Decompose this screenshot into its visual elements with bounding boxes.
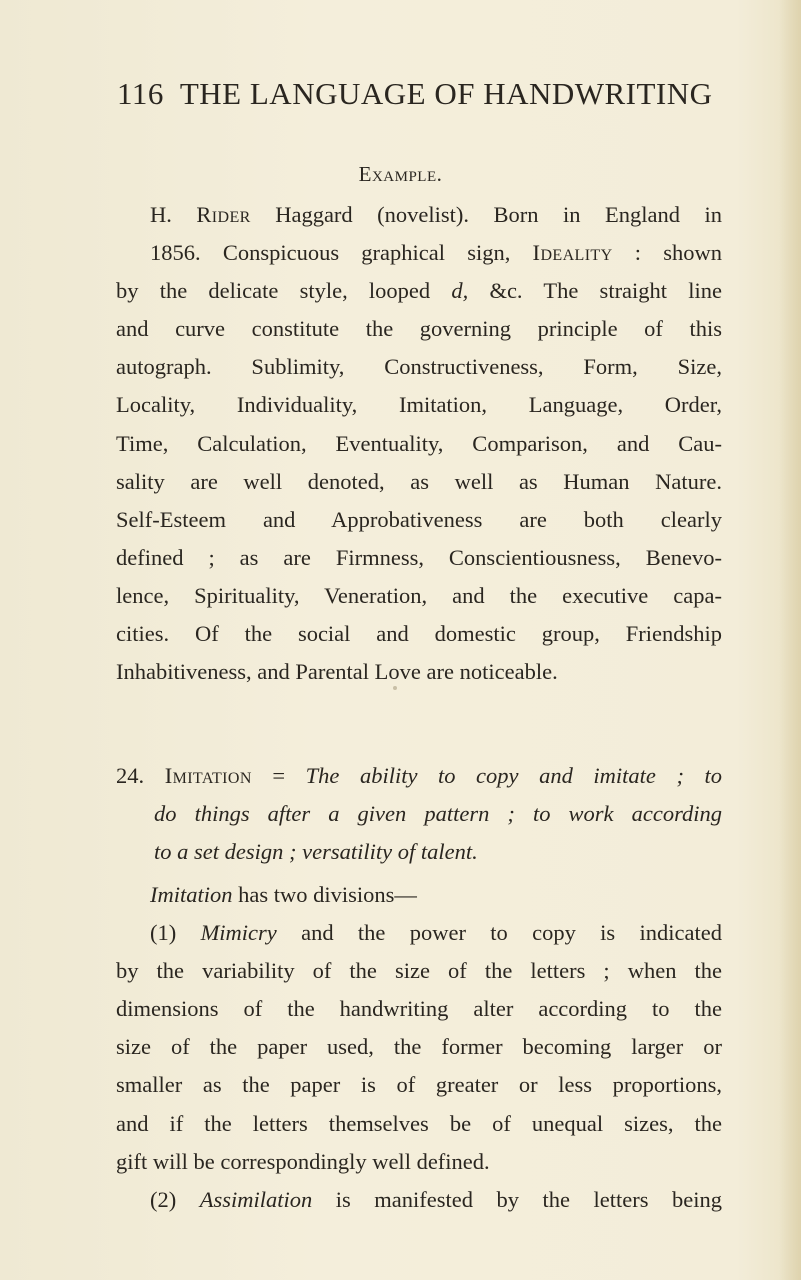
italic-text: d, (451, 278, 469, 304)
text-line (116, 463, 722, 501)
text-run: and the power to copy is indicated (276, 920, 722, 946)
small-caps-text: Rider (196, 202, 251, 227)
text-run: sality are well denoted, as well as Human Nature. (116, 468, 722, 494)
text-line (116, 990, 722, 1028)
text-run: Inhabitiveness, and Parental Love are noticeable. (116, 659, 558, 685)
text-run: is manifested by the letters being (312, 1186, 722, 1212)
small-caps-text: Ideality (532, 240, 613, 266)
text-run: lence, Spirituality, Veneration, and the executive capa- (116, 582, 722, 608)
page-edge-shadow (779, 0, 801, 1280)
text-line (116, 653, 722, 691)
text-line (116, 757, 722, 795)
italic-text: to a set design ; versatility of talent. (154, 839, 478, 865)
text-line (116, 539, 722, 577)
text-run: Haggard (novelist). Born in England in (250, 202, 722, 227)
text-run: 24. (116, 763, 165, 788)
italic-text: Assimilation (199, 1186, 313, 1212)
text-line (116, 1105, 722, 1143)
imitation-divisions (116, 876, 722, 1219)
imitation-definition (116, 757, 722, 871)
text-line (116, 196, 722, 234)
text-line (116, 1066, 722, 1104)
text-run: Self-Esteem and Approbativeness are both clearly (116, 506, 722, 532)
example-paragraph (116, 196, 722, 691)
text-run: 1856. Conspicuous graphical sign, (150, 240, 533, 266)
running-head-title: THE LANGUAGE OF HANDWRITING (179, 76, 713, 111)
text-run: (2) (150, 1186, 200, 1212)
section-heading: Example. (358, 162, 443, 186)
text-line (116, 615, 722, 653)
text-line (116, 914, 722, 952)
text-run: H. (150, 202, 197, 227)
text-run: and if the letters themselves be of unequal sizes, the (116, 1110, 722, 1136)
italic-text: The ability to copy and imitate ; to (305, 763, 722, 788)
text-line (116, 1028, 722, 1066)
text-run: by the variability of the size of the letters ; when the (116, 958, 722, 984)
text-run: and curve constitute the governing principle of this (116, 316, 722, 342)
text-run: : shown (612, 240, 722, 266)
page-number: 116 (117, 76, 164, 111)
text-run: dimensions of the handwriting alter according to the (116, 996, 722, 1022)
ornament-dot (393, 686, 397, 690)
text-line (116, 272, 722, 310)
text-line (116, 577, 722, 615)
italic-text: Mimicry (200, 920, 277, 946)
running-head (117, 76, 717, 120)
text-run: has two divisions— (232, 882, 417, 907)
text-line (116, 234, 722, 272)
text-line (116, 386, 722, 424)
text-line (116, 1181, 722, 1219)
text-line (116, 795, 722, 833)
text-run: &c. The straight line (468, 278, 722, 304)
text-run: Locality, Individuality, Imitation, Language, Order, (116, 392, 722, 418)
text-line (116, 876, 722, 914)
text-run: (1) (150, 920, 201, 946)
text-run: smaller as the paper is of greater or less proportions, (116, 1072, 722, 1098)
text-run: Time, Calculation, Eventuality, Comparison, and Cau- (116, 430, 722, 456)
text-run: autograph. Sublimity, Constructiveness, Form, Size, (116, 354, 722, 380)
text-line (116, 952, 722, 990)
text-run: defined ; as are Firmness, Conscientiousness, Benevo- (116, 544, 722, 570)
small-caps-text: Imitation (164, 763, 252, 788)
text-run: gift will be correspondingly well defined. (116, 1148, 490, 1174)
italic-text: do things after a given pattern ; to work according (154, 801, 722, 827)
text-run: = (251, 763, 306, 788)
text-line (116, 348, 722, 386)
text-line (116, 425, 722, 463)
text-line (116, 833, 722, 871)
italic-text: Imitation (150, 882, 233, 907)
text-line (116, 1143, 722, 1181)
text-line (116, 501, 722, 539)
text-run: cities. Of the social and domestic group, Friendship (116, 621, 722, 647)
text-run: size of the paper used, the former becoming larger or (116, 1034, 722, 1060)
text-run: by the delicate style, looped (116, 278, 452, 304)
text-line (116, 310, 722, 348)
